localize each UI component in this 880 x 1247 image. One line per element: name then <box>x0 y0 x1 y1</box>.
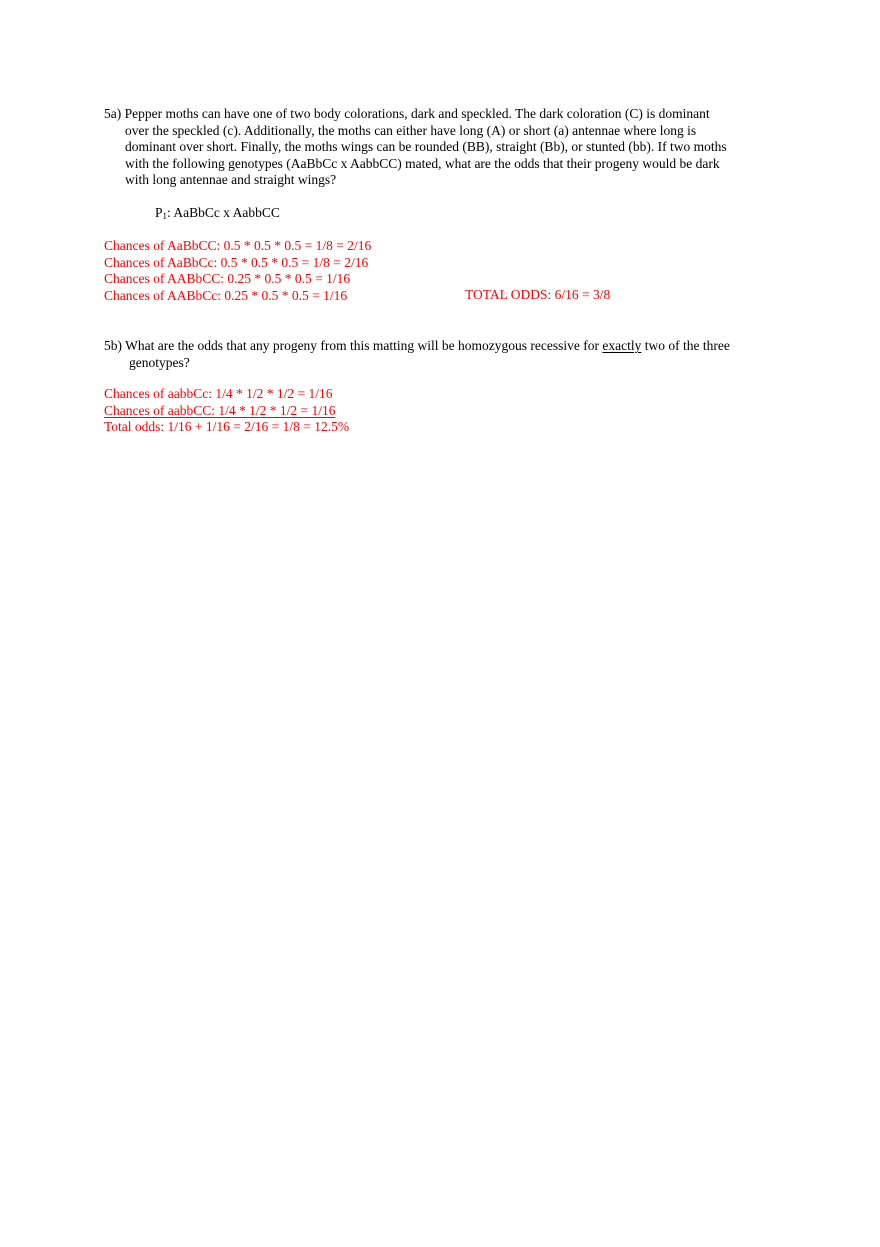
answer-5a-line-1: Chances of AaBbCC: 0.5 * 0.5 * 0.5 = 1/8 = 2/16 <box>104 238 372 253</box>
question-5a <box>104 106 776 189</box>
answer-5b-line-2: Chances of aabbCC: 1/4 * 1/2 * 1/2 = 1/16 <box>104 402 336 418</box>
question-5b-text-before: 5b) What are the odds that any progeny from this matting will be homozygous recessive for <box>104 338 603 353</box>
answer-5a-line-4: Chances of AABbCc: 0.25 * 0.5 * 0.5 = 1/16 <box>104 287 348 303</box>
question-5a-line-2: over the speckled (c). Additionally, the moths can either have long (A) or short (a) antennae where long is <box>125 122 697 138</box>
question-5a-line-1: 5a) Pepper moths can have one of two body colorations, dark and speckled. The dark coloration (C) is dominant <box>104 106 710 121</box>
answer-5b-line-1: Chances of aabbCc: 1/4 * 1/2 * 1/2 = 1/16 <box>104 386 333 401</box>
parental-subscript: 1 <box>162 211 168 221</box>
answer-5a <box>104 238 371 304</box>
question-5b <box>104 338 776 371</box>
answer-5a-line-2: Chances of AaBbCc: 0.5 * 0.5 * 0.5 = 1/8 = 2/16 <box>104 254 369 270</box>
answer-5a-line-3: Chances of AABbCC: 0.25 * 0.5 * 0.5 = 1/16 <box>104 271 351 286</box>
question-5b-text-after: two of the three <box>641 338 730 353</box>
parental-label: P <box>155 205 163 220</box>
question-5b-line-2: genotypes? <box>129 354 190 370</box>
answer-5b <box>104 386 349 436</box>
answer-5b-total: Total odds: 1/16 + 1/16 = 2/16 = 1/8 = 12.5% <box>104 419 350 434</box>
question-5b-emphasis: exactly <box>602 338 642 353</box>
answer-5a-total: TOTAL ODDS: 6/16 = 3/8 <box>465 287 611 302</box>
question-5a-line-4: with the following genotypes (AaBbCc x AabbCC) mated, what are the odds that their progeny would be dark <box>125 155 720 171</box>
question-5a-line-3: dominant over short. Finally, the moths wings can be rounded (BB), straight (Bb), or stunted (bb). If two moths <box>125 139 727 154</box>
parental-genotypes: : AaBbCc x AabbCC <box>167 205 280 220</box>
parental-cross <box>155 205 280 222</box>
question-5a-line-5: with long antennae and straight wings? <box>125 172 337 187</box>
question-5b-line-1 <box>104 338 776 355</box>
